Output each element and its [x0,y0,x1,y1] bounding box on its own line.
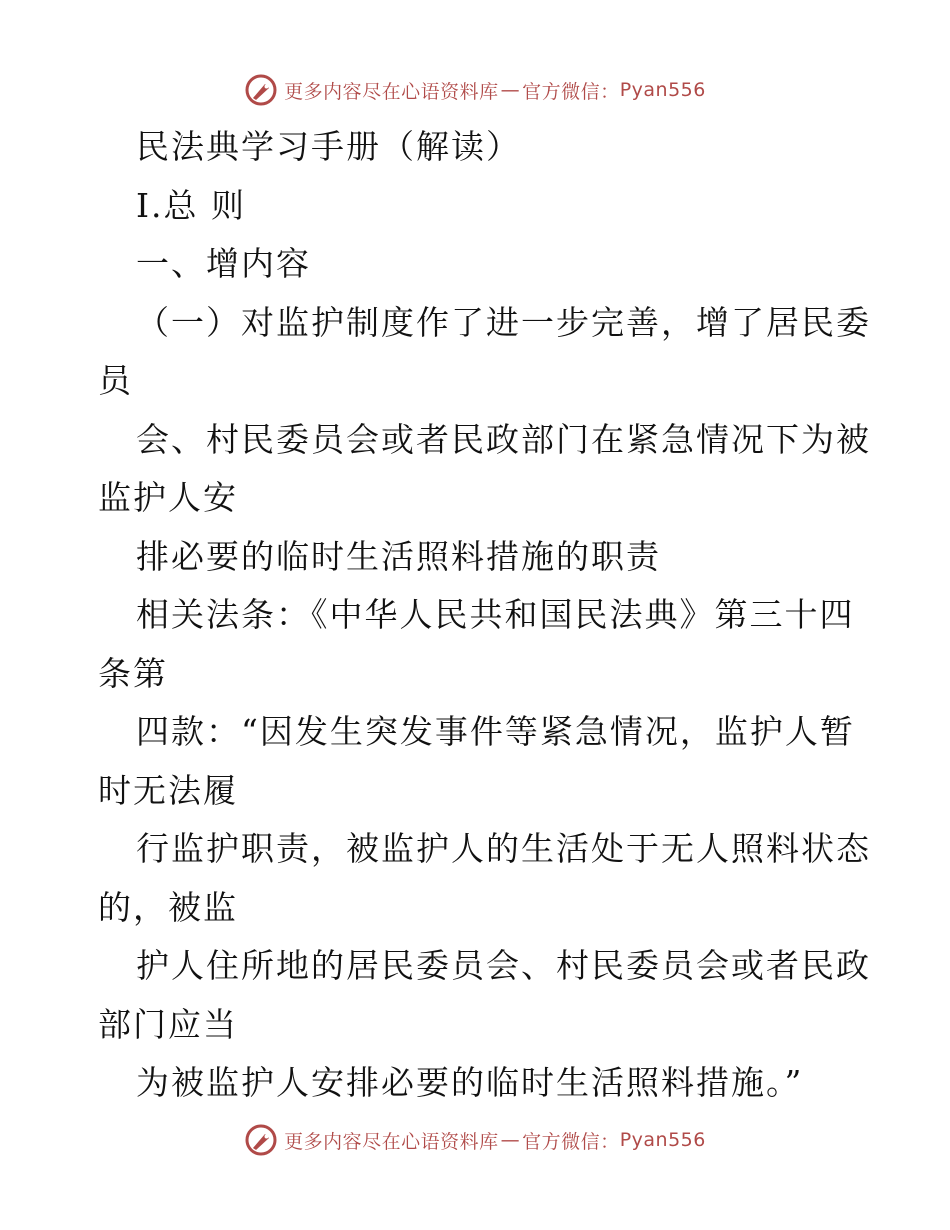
text-line: 条第 [98,653,168,693]
text-line: 监护人安 [98,478,238,517]
banner-separator: — [500,79,521,101]
text-line: 民法典学习手册（解读） [136,127,521,166]
text-line: 会、村民委员会或者民政部门在紧急情况下为被 [136,419,871,459]
banner-site-text: 更多内容尽在心语资料库 [284,80,499,103]
text-line: 四款：“因发生突发事件等紧急情况，监护人暂 [136,712,855,751]
document-body [98,118,871,1113]
banner-wechat-id: Pyan556 [619,1129,706,1151]
text-line: 行监护职责，被监护人的生活处于无人照料状态 [136,829,871,868]
text-line: （一）对监护制度作了进一步完善，增了居民委 [136,302,871,342]
text-line: 一、增内容 [136,244,311,283]
banner-separator: — [500,1129,521,1151]
text-line: 员 [98,361,133,400]
banner-wechat-id: Pyan556 [619,79,706,101]
text-line: 的，被监 [98,887,238,927]
text-line: 相关法条：《中华人民共和国民法典》第三十四 [136,595,855,634]
text-line: 部门应当 [98,1004,238,1044]
text-line: 为被监护人安排必要的临时生活照料措施。” [136,1063,804,1102]
pen-nib-logo-icon [244,73,278,107]
footer-watermark-banner [0,1120,950,1160]
banner-wechat-label: 官方微信： [522,80,620,103]
banner-site-text: 更多内容尽在心语资料库 [284,1130,499,1153]
banner-wechat-label: 官方微信： [522,1130,620,1153]
text-line: 护人住所地的居民委员会、村民委员会或者民政 [136,946,871,985]
text-line: 排必要的临时生活照料措施的职责 [136,536,661,576]
header-watermark-banner [0,70,950,110]
text-line: 时无法履 [98,770,238,810]
text-line: Ⅰ.总 则 [136,185,247,225]
pen-nib-logo-icon [244,1123,278,1157]
